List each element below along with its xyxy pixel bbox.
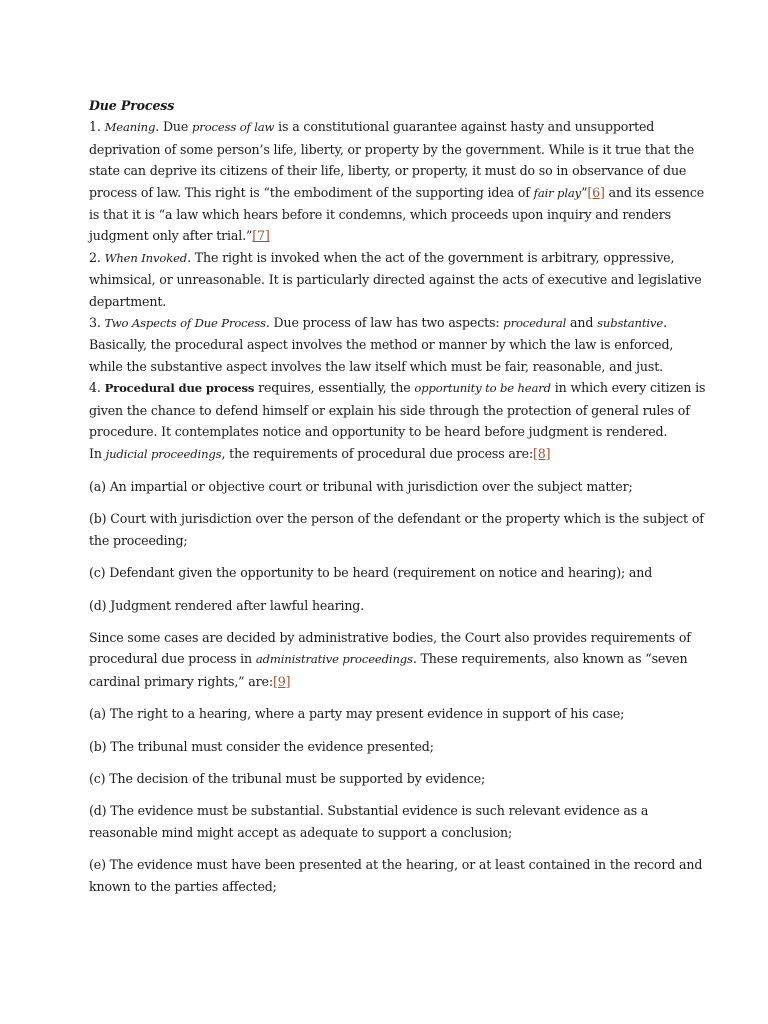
term-substantive: substantive: [597, 316, 664, 331]
item-number: 4.: [89, 380, 105, 396]
term-when-invoked: When Invoked: [104, 250, 188, 265]
term-opportunity-to-be-heard: opportunity to be heard: [414, 381, 551, 396]
list-item-judicial-b: (b) Court with jurisdiction over the person of the defendant or the property which is the subject of the proceeding;: [89, 511, 704, 548]
list-item-judicial-d: (d) Judgment rendered after lawful hearing.: [89, 597, 365, 613]
item-number: 3.: [89, 315, 105, 331]
footnote-link-8[interactable]: [8]: [533, 445, 551, 461]
list-item-admin-d: (d) The evidence must be substantial. Substantial evidence is such relevant evidence as a reasonable mind might accept as adequate to support a conclusion;: [89, 803, 649, 840]
list-item-admin-e: (e) The evidence must have been presented at the hearing, or at least contained in the record and known to the parties affected;: [89, 857, 703, 894]
text-segment: . Basically, the procedural aspect involves the method or manner by which the law is enforced, while the substantive aspect involves the law itself which must be fair, reasonable, and just.: [89, 315, 674, 374]
paragraph-judicial-intro: [89, 443, 708, 465]
text-segment: is a constitutional guarantee against hasty and unsupported deprivation of some person’s life, liberty, or property by the government. While is it true that the state can deprive its citizens of their life, liberty, or property, it must do so in observance of due process of law. This right is “the embodiment of the supporting idea of: [89, 119, 695, 200]
text-segment: . The right is invoked when the act of the government is arbitrary, oppressive, whimsical, or unreasonable. It is particularly directed against the acts of executive and legislative department.: [89, 249, 702, 309]
list-item-admin-a: (a) The right to a hearing, where a party may present evidence in support of his case;: [89, 706, 625, 722]
text-segment: . Due process of law has two aspects:: [265, 315, 504, 331]
document-title: Due Process: [89, 98, 175, 113]
text-segment: ”: [581, 184, 588, 200]
paragraph-when-invoked: [89, 247, 708, 312]
text-segment: and: [566, 315, 598, 331]
text-segment: Since some cases are decided by administrative bodies, the Court also provides requirements of procedural due process in: [89, 629, 691, 667]
term-procedural: procedural: [503, 316, 567, 331]
footnote-link-6[interactable]: [6]: [587, 184, 605, 200]
term-procedural-due-process: Procedural due process: [104, 381, 255, 396]
footnote-link-7[interactable]: [7]: [252, 228, 270, 244]
list-item-judicial-a: (a) An impartial or objective court or tribunal with jurisdiction over the subject matter;: [89, 478, 633, 494]
list-item-judicial-c: (c) Defendant given the opportunity to be heard (requirement on notice and hearing); and: [89, 565, 653, 581]
list-item-admin-c: (c) The decision of the tribunal must be supported by evidence;: [89, 770, 486, 786]
text-segment: In: [89, 445, 106, 461]
item-number: 1.: [89, 119, 105, 135]
paragraph-two-aspects: [89, 312, 708, 377]
paragraph-meaning: [89, 116, 708, 246]
text-segment: . Due: [155, 119, 193, 135]
text-segment: . These requirements, also known as “seven cardinal primary rights,” are:: [89, 651, 688, 689]
item-number: 2.: [89, 249, 105, 265]
text-segment: , the requirements of procedural due process are:: [221, 445, 534, 461]
text-segment: in which every citizen is given the chance to defend himself or explain his side through the protection of general rules of procedure. It contemplates notice and opportunity to be heard before judgment is rendered.: [89, 380, 706, 440]
list-item-admin-b: (b) The tribunal must consider the evidence presented;: [89, 738, 434, 754]
paragraph-administrative-intro: [89, 627, 708, 692]
term-judicial-proceedings: judicial proceedings: [105, 446, 222, 461]
term-process-of-law: process of law: [192, 120, 275, 135]
term-fair-play: fair play: [533, 185, 582, 200]
term-meaning: Meaning: [104, 120, 156, 135]
text-segment: requires, essentially, the: [254, 380, 415, 396]
text-segment: and its essence is that it is “a law which hears before it condemns, which proceeds upon inquiry and renders judgment only after trial.”: [89, 184, 705, 244]
term-two-aspects: Two Aspects of Due Process: [104, 316, 266, 331]
paragraph-procedural-due-process: [89, 377, 708, 442]
footnote-link-9[interactable]: [9]: [272, 673, 291, 689]
term-administrative-proceedings: administrative proceedings: [255, 652, 413, 667]
